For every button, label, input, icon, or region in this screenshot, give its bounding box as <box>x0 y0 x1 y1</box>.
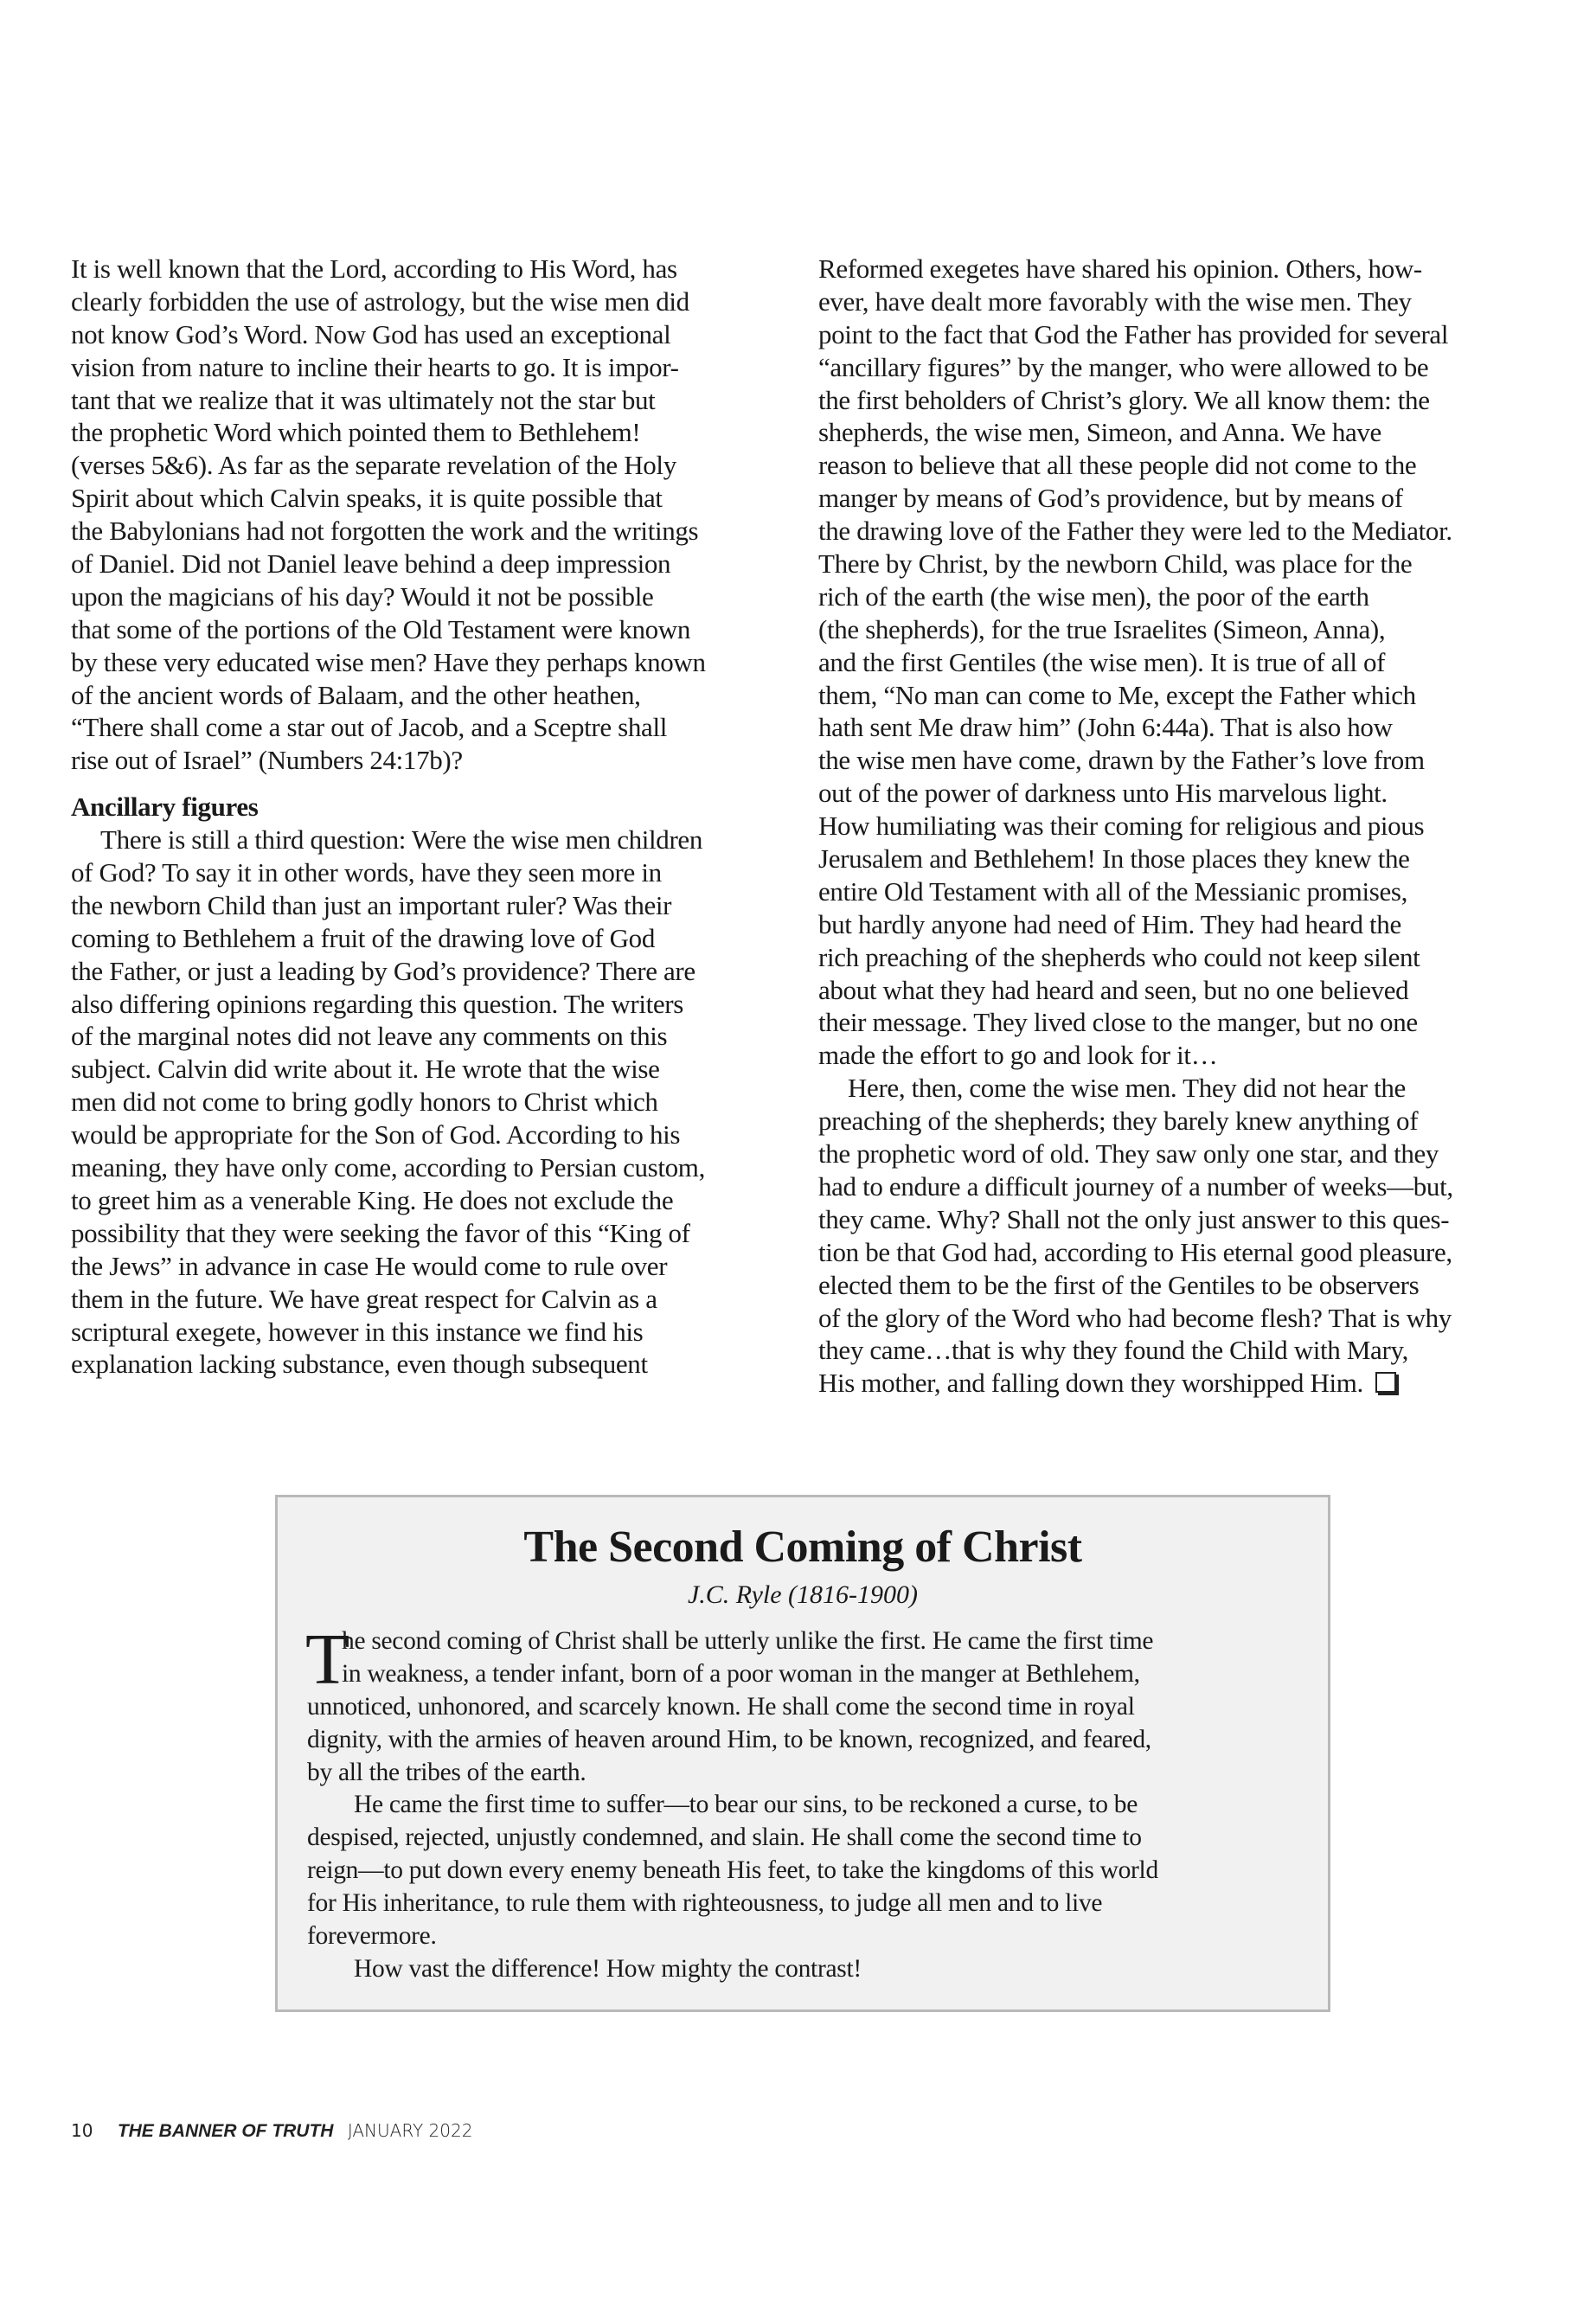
text-line <box>818 384 1545 417</box>
text-line-content: by all the tribes of the earth. <box>307 1758 586 1786</box>
text-line-content: unnoticed, unhonored, and scarcely known. He shall come the second time in royal <box>307 1692 1135 1721</box>
text-line-content: the first beholders of Christ’s glory. We all know them: the <box>818 384 1430 415</box>
text-line-content: made the effort to go and look for it… <box>818 1040 1218 1071</box>
text-line <box>71 1283 798 1316</box>
text-line-content: of God? To say it in other words, have they seen more in <box>71 857 662 888</box>
text-line-content: Here, then, come the wise men. They did not hear the <box>848 1073 1406 1104</box>
text-line-content: How vast the difference! How mighty the contrast! <box>354 1954 862 1983</box>
text-line <box>71 679 798 712</box>
text-line-content: the drawing love of the Father they were led to the Mediator. <box>818 516 1452 547</box>
issue-date: JANUARY 2022 <box>347 2120 473 2141</box>
text-line <box>818 974 1545 1007</box>
text-line-content: upon the magicians of his day? Would it not be possible <box>71 580 654 612</box>
text-line-content: would be appropriate for the Son of God. According to his <box>71 1119 681 1150</box>
text-line <box>71 482 798 515</box>
text-line-content: “ancillary figures” by the manger, who were allowed to be <box>818 351 1429 382</box>
text-line <box>818 515 1545 548</box>
text-line-content: the prophetic word of old. They saw only one star, and they <box>818 1138 1439 1170</box>
drop-cap: T <box>305 1619 350 1700</box>
text-line <box>818 318 1545 351</box>
text-line <box>71 1020 798 1053</box>
text-line-content: their message. They lived close to the manger, but no one <box>818 1007 1418 1038</box>
text-line <box>71 1250 798 1283</box>
sidebar-quote-box <box>275 1495 1330 2012</box>
text-line <box>818 351 1545 384</box>
text-line-content: ever, have dealt more favorably with the wise men. They <box>818 285 1412 317</box>
text-line <box>71 955 798 988</box>
text-line <box>71 922 798 955</box>
paragraph <box>305 1619 1311 1789</box>
text-line-content: not know God’s Word. Now God has used an exceptional <box>71 318 671 349</box>
text-line <box>71 1316 798 1349</box>
text-line <box>818 548 1545 580</box>
text-line-content: the prophetic Word which pointed them to Bethlehem! <box>71 417 641 448</box>
text-line-content: but hardly anyone had need of Him. They had heard the <box>818 908 1401 939</box>
sidebar-author: J.C. Ryle (1816-1900) <box>687 1580 919 1609</box>
text-line <box>818 482 1545 515</box>
text-line <box>818 744 1545 777</box>
text-line <box>71 1151 798 1184</box>
text-line-content: coming to Bethlehem a fruit of the drawing love of God <box>71 922 655 953</box>
paragraph <box>71 824 798 1381</box>
page-number: 10 <box>71 2120 93 2141</box>
text-line <box>818 679 1545 712</box>
text-line-content: It is well known that the Lord, according to His Word, has <box>71 253 677 284</box>
text-line <box>71 515 798 548</box>
text-line <box>818 1203 1545 1236</box>
text-line <box>307 1789 1311 1822</box>
text-line <box>71 1348 798 1381</box>
text-line-content: rich preaching of the shepherds who could not keep silent <box>818 941 1420 972</box>
text-line <box>71 889 798 922</box>
text-line <box>71 1118 798 1151</box>
text-line-content: Reformed exegetes have shared his opinion. Others, how- <box>818 253 1422 284</box>
text-line <box>818 1334 1545 1367</box>
text-line <box>818 941 1545 974</box>
text-line <box>818 1170 1545 1203</box>
text-line-content: (verses 5&6). As far as the separate revelation of the Holy <box>71 450 676 481</box>
text-line <box>818 1236 1545 1269</box>
text-line-content: of the glory of the Word who had become flesh? That is why <box>818 1302 1452 1333</box>
text-line-content: subject. Calvin did write about it. He wrote that the wise <box>71 1054 660 1085</box>
text-line <box>71 1053 798 1086</box>
text-line <box>818 843 1545 875</box>
subheading: Ancillary figures <box>71 792 259 823</box>
text-line-content: shepherds, the wise men, Simeon, and Anna. We have <box>818 417 1381 448</box>
paragraph <box>307 1953 1311 1986</box>
text-line <box>71 416 798 449</box>
text-line <box>71 384 798 417</box>
page-footer <box>71 2120 472 2142</box>
text-line <box>71 318 798 351</box>
text-line <box>818 285 1545 318</box>
text-line <box>818 1039 1545 1072</box>
text-line-content: explanation lacking substance, even though subsequent <box>71 1349 648 1380</box>
text-line-content: also differing opinions regarding this question. The writers <box>71 988 683 1019</box>
text-line <box>818 810 1545 843</box>
text-line-content: manger by means of God’s providence, but by means of <box>818 483 1403 514</box>
text-line-content: tion be that God had, according to His eternal good pleasure, <box>818 1236 1452 1267</box>
text-line-content: scriptural exegete, however in this instance we find his <box>71 1316 644 1347</box>
text-line <box>307 1920 1311 1953</box>
text-line-content: meaning, they have only come, according to Persian custom, <box>71 1152 705 1183</box>
text-line-content: men did not come to bring godly honors to Christ which <box>71 1086 658 1118</box>
text-line-content: and the first Gentiles (the wise men). It is true of all of <box>818 646 1386 677</box>
text-line-content: point to the fact that God the Father has provided for several <box>818 318 1449 349</box>
text-line <box>818 1269 1545 1302</box>
text-line-content: the Jews” in advance in case He would come to rule over <box>71 1250 668 1281</box>
text-line-content: for His inheritance, to rule them with righteousness, to judge all men and to live <box>307 1889 1103 1918</box>
text-line <box>818 1072 1545 1105</box>
text-line-content: rise out of Israel” (Numbers 24:17b)? <box>71 745 463 776</box>
text-line-content: forevermore. <box>307 1922 437 1951</box>
text-line-content: of Daniel. Did not Daniel leave behind a deep impression <box>71 548 671 580</box>
text-line <box>818 253 1545 285</box>
text-line-content: reason to believe that all these people did not come to the <box>818 450 1417 481</box>
paragraph <box>818 1072 1545 1400</box>
text-line <box>818 908 1545 941</box>
text-line-content: to greet him as a venerable King. He does not exclude the <box>71 1184 674 1215</box>
text-line-content: reign—to put down every enemy beneath His feet, to take the kingdoms of this world <box>307 1856 1158 1885</box>
text-line <box>71 285 798 318</box>
text-line <box>307 1625 1311 1658</box>
text-line-content: Spirit about which Calvin speaks, it is quite possible that <box>71 483 663 514</box>
article-column-right <box>818 253 1545 1400</box>
text-line-content: them in the future. We have great respect for Calvin as a <box>71 1283 657 1314</box>
paragraph <box>818 253 1545 1072</box>
text-line <box>71 856 798 889</box>
text-line <box>307 1691 1311 1724</box>
text-line <box>818 875 1545 908</box>
text-line <box>71 646 798 679</box>
text-line-content: that some of the portions of the Old Testament were known <box>71 613 690 644</box>
text-line <box>71 988 798 1021</box>
text-line <box>71 711 798 744</box>
end-of-article-icon <box>1375 1372 1396 1393</box>
sidebar-body <box>305 1619 1311 1986</box>
text-line-content: about what they had heard and seen, but no one believed <box>818 974 1409 1005</box>
text-line <box>71 1184 798 1217</box>
text-line-content: hath sent Me draw him” (John 6:44a). That is also how <box>818 712 1393 743</box>
text-line <box>307 1822 1311 1855</box>
article-column-left <box>71 253 798 1381</box>
text-line <box>307 1658 1311 1691</box>
text-line <box>307 1953 1311 1986</box>
text-line-content: dignity, with the armies of heaven around Him, to be known, recognized, and feared, <box>307 1725 1151 1753</box>
text-line-content: he second coming of Christ shall be utterly unlike the first. He came the first time <box>342 1627 1154 1655</box>
text-line-content: vision from nature to incline their hearts to go. It is impor- <box>71 351 679 382</box>
text-line <box>818 580 1545 613</box>
paragraph <box>307 1789 1311 1952</box>
text-line <box>71 548 798 580</box>
text-line <box>307 1888 1311 1920</box>
text-line <box>71 744 798 777</box>
text-line <box>71 613 798 646</box>
text-line-content: despised, rejected, unjustly condemned, and slain. He shall come the second time to <box>307 1823 1142 1852</box>
text-line <box>818 777 1545 810</box>
text-line <box>818 1302 1545 1335</box>
text-line <box>71 824 798 856</box>
text-line-content: possibility that they were seeking the favor of this “King of <box>71 1217 690 1248</box>
text-line-content: entire Old Testament with all of the Messianic promises, <box>818 875 1408 907</box>
text-line-content: preaching of the shepherds; they barely knew anything of <box>818 1106 1419 1137</box>
text-line <box>307 1855 1311 1888</box>
text-line-content: they came…that is why they found the Child with Mary, <box>818 1335 1408 1366</box>
magazine-name: THE BANNER OF TRUTH <box>117 2121 334 2141</box>
text-line <box>818 613 1545 646</box>
text-line-content: “There shall come a star out of Jacob, and a Sceptre shall <box>71 712 667 743</box>
text-line-content: had to endure a difficult journey of a number of weeks—but, <box>818 1170 1453 1202</box>
text-line <box>307 1757 1311 1790</box>
text-line <box>818 1138 1545 1170</box>
text-line <box>818 1006 1545 1039</box>
text-line-content: (the shepherds), for the true Israelites (Simeon, Anna), <box>818 613 1386 644</box>
text-line-content: by these very educated wise men? Have they perhaps known <box>71 646 706 677</box>
text-line-content: How humiliating was their coming for religious and pious <box>818 811 1425 842</box>
text-line-content: There is still a third question: Were the wise men children <box>100 824 702 856</box>
text-line-content: He came the first time to suffer—to bear our sins, to be reckoned a curse, to be <box>354 1791 1138 1819</box>
text-line <box>818 1105 1545 1138</box>
text-line <box>307 1724 1311 1757</box>
text-line-content: in weakness, a tender infant, born of a poor woman in the manger at Bethlehem, <box>342 1659 1140 1688</box>
text-line-content: of the marginal notes did not leave any comments on this <box>71 1021 668 1052</box>
sidebar-title: The Second Coming of Christ <box>523 1522 1082 1572</box>
text-line <box>818 449 1545 482</box>
paragraph <box>71 253 798 777</box>
text-line <box>818 646 1545 679</box>
text-line <box>71 1217 798 1250</box>
text-line-content: His mother, and falling down they worshipped Him. <box>818 1368 1363 1399</box>
text-line-content: There by Christ, by the newborn Child, was place for the <box>818 548 1413 580</box>
text-line <box>71 1086 798 1118</box>
text-line-content: the Babylonians had not forgotten the work and the writings <box>71 516 699 547</box>
text-line <box>818 1367 1545 1400</box>
text-line <box>71 580 798 613</box>
text-line-content: they came. Why? Shall not the only just answer to this ques- <box>818 1203 1450 1234</box>
text-line-content: out of the power of darkness unto His marvelous light. <box>818 778 1388 809</box>
text-line <box>818 416 1545 449</box>
text-line-content: the wise men have come, drawn by the Father’s love from <box>818 745 1425 776</box>
text-line <box>71 253 798 285</box>
text-line-content: of the ancient words of Balaam, and the other heathen, <box>71 679 641 710</box>
text-line <box>71 351 798 384</box>
text-line-content: Jerusalem and Bethlehem! In those places they knew the <box>818 843 1410 875</box>
text-line-content: them, “No man can come to Me, except the Father which <box>818 679 1416 710</box>
text-line-content: clearly forbidden the use of astrology, but the wise men did <box>71 285 689 317</box>
text-line-content: the Father, or just a leading by God’s providence? There are <box>71 955 695 986</box>
text-line-content: rich of the earth (the wise men), the poor of the earth <box>818 580 1369 612</box>
text-line-content: tant that we realize that it was ultimately not the star but <box>71 384 656 415</box>
text-line-content: elected them to be the first of the Gentiles to be observers <box>818 1269 1420 1300</box>
text-line-content: the newborn Child than just an important ruler? Was their <box>71 889 672 920</box>
text-line <box>71 449 798 482</box>
text-line <box>818 711 1545 744</box>
